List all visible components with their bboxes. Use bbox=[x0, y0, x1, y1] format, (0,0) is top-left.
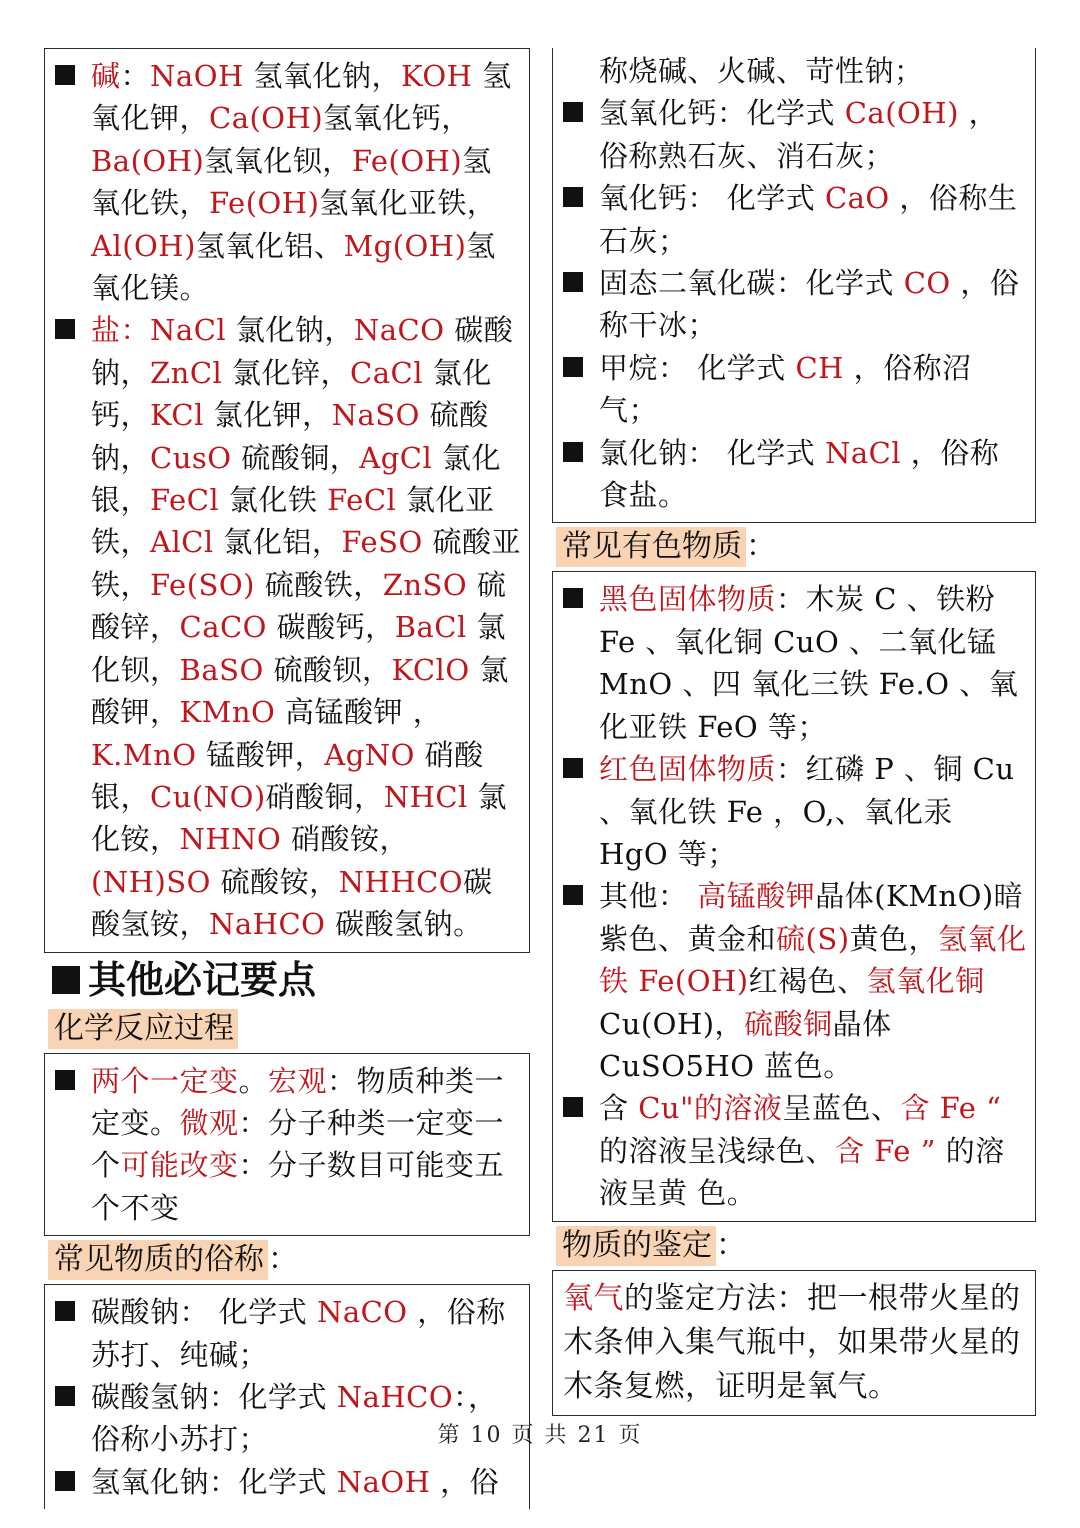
common-names-heading-row bbox=[44, 1236, 530, 1284]
text-segment: ： bbox=[120, 59, 151, 93]
text-segment: ：分子种类一定变一个 bbox=[91, 1105, 505, 1183]
highlighted-term: CusO bbox=[150, 440, 232, 475]
text-segment: 晶体(KMnO)暗紫色、黄金和 bbox=[599, 879, 1024, 956]
text-segment: 高锰酸钾 ， bbox=[275, 695, 443, 730]
square-bullet-icon bbox=[55, 1301, 75, 1321]
text-segment: 氢氧化钙， bbox=[323, 101, 471, 136]
square-bullet-icon bbox=[563, 357, 583, 377]
text-segment: 的鉴定方法：把一根带火星的木条伸入集气瓶中，如果带火星的木条复燃，证明是氧气。 bbox=[563, 1280, 1021, 1404]
list-item bbox=[563, 262, 1027, 347]
text-segment: 锰酸钾， bbox=[196, 737, 325, 772]
text-segment: 碳酸钙， bbox=[266, 610, 395, 645]
text-segment: 呈蓝色、 bbox=[782, 1091, 901, 1126]
highlighted-term: 红色固体物质 bbox=[599, 752, 777, 787]
highlighted-term: Ca(OH) bbox=[844, 96, 959, 131]
highlighted-term: ZnCl bbox=[150, 355, 223, 390]
highlighted-term: Al(OH) bbox=[91, 228, 196, 263]
reaction-process-box bbox=[44, 1053, 530, 1237]
text-segment: 氯化铵， bbox=[91, 779, 508, 857]
colored-substances-colon: ： bbox=[746, 529, 776, 565]
highlighted-term: 微观 bbox=[179, 1105, 239, 1140]
highlighted-term: 黑色固体物质 bbox=[599, 582, 777, 617]
text-segment: 氯化钾， bbox=[203, 398, 332, 433]
highlighted-term: K.MnO bbox=[91, 737, 197, 772]
text-segment: 称烧碱、火碱、苛性钠； bbox=[599, 54, 924, 88]
highlighted-term: NaCO bbox=[316, 1295, 408, 1330]
text-segment: 的溶液呈黄 色。 bbox=[599, 1133, 1005, 1211]
page-footer: 第 10 页 共 21 页 bbox=[437, 1423, 643, 1448]
text-segment: 氢氧化铁， bbox=[91, 143, 492, 221]
highlighted-term: NaOH bbox=[150, 59, 244, 93]
square-bullet-icon bbox=[563, 758, 583, 778]
square-bullet-icon bbox=[563, 272, 583, 292]
list-item bbox=[55, 1291, 521, 1376]
text-segment: 氯化钠， bbox=[226, 313, 354, 348]
text-segment: 硫酸铜， bbox=[231, 440, 360, 475]
list-item bbox=[563, 875, 1027, 1087]
square-bullet-icon bbox=[563, 187, 583, 207]
highlighted-term: KOH bbox=[400, 59, 473, 93]
text-segment: 。 bbox=[238, 1063, 269, 1098]
colored-substances-box bbox=[552, 571, 1036, 1221]
text-segment: 固态二氧化碳：化学式 bbox=[599, 266, 904, 301]
text-segment: ，俗称食盐。 bbox=[599, 435, 1000, 513]
reaction-process-title: 化学反应过程 bbox=[48, 1009, 238, 1049]
square-bullet-icon bbox=[55, 1471, 75, 1491]
highlighted-term: ： bbox=[120, 313, 151, 348]
text-segment: 氯化钙， bbox=[91, 355, 492, 433]
highlighted-term: AgCl bbox=[359, 440, 433, 475]
text-segment: 氢氧化亚铁， bbox=[319, 186, 497, 221]
highlighted-term: Ba(OH) bbox=[91, 143, 205, 178]
text-segment: 硫酸锌， bbox=[91, 567, 507, 645]
text-segment: ：木炭 C 、铁粉 Fe 、氧化铜 CuO 、二氧化锰 MnO 、四 氧化三铁 Fe.O 、氧化亚铁 FeO 等； bbox=[599, 582, 1019, 744]
highlighted-term: NaOH bbox=[336, 1464, 431, 1499]
highlighted-term: 宏观 bbox=[268, 1063, 328, 1098]
list-item bbox=[563, 50, 1027, 92]
common-names-colon: ： bbox=[268, 1242, 298, 1278]
highlighted-term: CaCO bbox=[179, 610, 267, 645]
text-segment: 硝酸铵， bbox=[281, 822, 410, 857]
highlighted-term: Cu"的溶液 bbox=[638, 1091, 783, 1126]
text-segment: 氯化亚铁， bbox=[91, 483, 495, 560]
alkali-salt-list bbox=[55, 55, 521, 946]
highlighted-term: NaCO bbox=[353, 313, 445, 348]
text-segment: ：物质种类一定变。 bbox=[91, 1063, 505, 1140]
highlighted-term: Fe(OH) bbox=[209, 186, 320, 221]
highlighted-term: Mg(OH) bbox=[343, 228, 467, 263]
text-segment: 含 bbox=[599, 1091, 639, 1126]
list-item bbox=[563, 1087, 1027, 1214]
highlighted-term: BaSO bbox=[179, 652, 264, 687]
left-column bbox=[44, 48, 530, 1509]
highlighted-term: 硫(S) bbox=[776, 921, 850, 956]
text-segment: 其他： bbox=[599, 879, 698, 914]
text-segment: 碳酸氢钠。 bbox=[325, 907, 483, 942]
identification-heading-row bbox=[552, 1222, 1036, 1270]
highlighted-term: CO bbox=[903, 266, 951, 301]
highlighted-term: 氢氧化铁 Fe(OH) bbox=[599, 921, 1027, 999]
common-names-box-right bbox=[552, 48, 1036, 523]
highlighted-term: NHCl bbox=[383, 779, 468, 814]
square-bullet-icon bbox=[563, 102, 583, 122]
highlighted-term: NaHCO bbox=[209, 907, 326, 942]
highlighted-term: NaHCO bbox=[336, 1379, 454, 1414]
highlighted-term: BaCl bbox=[394, 610, 467, 645]
text-segment: 氢氧化钠：化学式 bbox=[91, 1464, 337, 1499]
highlighted-term: CH bbox=[795, 350, 844, 385]
text-segment: 红褐色、 bbox=[748, 964, 867, 999]
highlighted-term: NHNO bbox=[179, 822, 282, 857]
highlighted-term: 碱 bbox=[91, 59, 121, 93]
text-segment: 硫酸铁， bbox=[254, 567, 383, 602]
text-segment: ：红磷 P 、铜 Cu 、氧化铁 Fe ，O,、氧化汞 HgO 等； bbox=[599, 752, 1015, 871]
text-segment: 硫酸亚铁， bbox=[91, 525, 521, 602]
list-item bbox=[55, 55, 521, 309]
identification-box bbox=[552, 1270, 1036, 1416]
identification-title: 物质的鉴定 bbox=[556, 1226, 716, 1266]
list-item bbox=[55, 309, 521, 945]
text-segment: 氯化银， bbox=[91, 440, 501, 518]
text-segment: ，俗称苏打、纯碱； bbox=[91, 1295, 506, 1372]
highlighted-term: Fe(OH) bbox=[351, 143, 463, 178]
square-bullet-icon bbox=[55, 65, 75, 85]
highlighted-term: AgNO bbox=[324, 737, 415, 772]
square-bullet-icon bbox=[563, 1097, 583, 1117]
highlighted-term: FeCl bbox=[327, 483, 397, 518]
highlighted-term: 含 Fe “ bbox=[900, 1091, 1002, 1126]
right-column bbox=[552, 48, 1036, 1416]
text-segment: 氢氧化钙：化学式 bbox=[599, 96, 845, 131]
highlighted-term: 盐 bbox=[91, 313, 121, 348]
text-segment: 碳酸钠， bbox=[91, 313, 514, 390]
highlighted-term: ZnSO bbox=[382, 567, 468, 602]
text-segment: 碳酸氢铵， bbox=[91, 864, 493, 942]
text-segment: 氯化钠： 化学式 bbox=[599, 435, 825, 470]
text-segment: 硫酸钠， bbox=[91, 398, 489, 475]
reaction-process-list bbox=[55, 1060, 521, 1230]
text-segment: 硫酸铵， bbox=[210, 864, 339, 899]
list-item bbox=[55, 1060, 521, 1230]
highlighted-term: 氢氧化铜 bbox=[866, 964, 985, 999]
highlighted-term: (NH)SO bbox=[91, 864, 211, 899]
text-segment: ，俗 bbox=[430, 1464, 500, 1499]
list-item bbox=[563, 177, 1027, 262]
text-segment: 氢氧化铝、 bbox=[195, 228, 344, 263]
identification-colon: ： bbox=[716, 1227, 746, 1263]
highlighted-term: 氧气 bbox=[563, 1280, 624, 1316]
highlighted-term: Fe(SO) bbox=[150, 567, 255, 602]
text-segment: ，俗称干冰； bbox=[599, 266, 1020, 343]
square-bullet-icon bbox=[55, 319, 75, 339]
colored-substances-title: 常见有色物质 bbox=[556, 527, 746, 567]
common-names-box-left bbox=[44, 1284, 530, 1509]
highlighted-term: 含 Fe ” bbox=[835, 1133, 936, 1168]
text-segment: 氯化锌， bbox=[222, 355, 351, 390]
text-segment: 硫酸钡， bbox=[263, 652, 392, 687]
oxygen-identification-text bbox=[563, 1277, 1027, 1409]
highlighted-term: 硫酸铜 bbox=[744, 1006, 833, 1041]
text-segment: 甲烷： 化学式 bbox=[599, 350, 796, 385]
highlighted-term: KClO bbox=[391, 652, 470, 687]
text-segment: 的溶液呈浅绿色、 bbox=[599, 1133, 836, 1168]
highlighted-term: NaSO bbox=[331, 398, 420, 433]
highlighted-term: KMnO bbox=[179, 695, 276, 730]
text-segment: 氯酸钾， bbox=[91, 652, 509, 730]
square-bullet-icon bbox=[55, 1386, 75, 1406]
highlighted-term: 高锰酸钾 bbox=[697, 879, 816, 914]
highlighted-term: NHHCO bbox=[338, 864, 464, 899]
square-bullet-icon bbox=[563, 588, 583, 608]
list-item bbox=[55, 1461, 521, 1503]
text-segment: 碳酸钠： 化学式 bbox=[91, 1295, 317, 1330]
text-segment: 硝酸银， bbox=[91, 737, 484, 814]
text-segment: ：分子数目可能变五个不变 bbox=[91, 1148, 505, 1225]
list-item bbox=[563, 347, 1027, 432]
list-item bbox=[563, 432, 1027, 517]
highlighted-term: FeCl bbox=[150, 483, 220, 518]
reaction-process-heading-row bbox=[44, 1005, 530, 1053]
text-segment: 氯化铁 bbox=[219, 483, 328, 518]
list-item bbox=[563, 92, 1027, 177]
colored-substances-list bbox=[563, 578, 1027, 1214]
highlighted-term: CaO bbox=[824, 181, 890, 216]
section-heading-other-key-points: 其他必记要点 bbox=[44, 955, 530, 1005]
highlighted-term: Ca(OH) bbox=[209, 101, 324, 136]
square-bullet-icon bbox=[563, 885, 583, 905]
square-bullet-icon bbox=[52, 966, 80, 994]
highlighted-term: AlCl bbox=[150, 525, 214, 560]
text-segment: ：，俗称小苏打； bbox=[91, 1379, 498, 1457]
common-names-list-left bbox=[55, 1291, 521, 1503]
text-segment: 氯化铝， bbox=[213, 525, 342, 560]
highlighted-term: FeSO bbox=[341, 525, 423, 560]
highlighted-term: 可能改变 bbox=[120, 1148, 239, 1183]
text-segment: 氯化钡， bbox=[91, 610, 506, 687]
highlighted-term: CaCl bbox=[350, 355, 423, 390]
text-segment: ，俗称熟石灰、消石灰； bbox=[599, 96, 999, 173]
text-segment: 氧化钙： 化学式 bbox=[599, 181, 825, 216]
text-segment: Cu(OH)， bbox=[599, 1006, 745, 1041]
square-bullet-icon bbox=[563, 442, 583, 462]
highlighted-term: 两个一定变 bbox=[91, 1063, 239, 1098]
highlighted-term: NaCl bbox=[150, 313, 227, 348]
text-segment: 氢氧化钠， bbox=[243, 59, 401, 93]
list-item bbox=[563, 748, 1027, 875]
text-segment: 晶体 CuSO5HO 蓝色。 bbox=[599, 1006, 892, 1083]
text-segment: 氢氧化钡， bbox=[204, 143, 352, 178]
text-segment: 氢氧化镁。 bbox=[91, 228, 496, 306]
list-item bbox=[563, 578, 1027, 748]
highlighted-term: NaCl bbox=[824, 435, 902, 470]
square-bullet-icon bbox=[55, 1070, 75, 1090]
common-names-title: 常见物质的俗称 bbox=[48, 1240, 268, 1280]
text-segment: 碳酸氢钠：化学式 bbox=[91, 1379, 337, 1414]
text-segment: 氢氧化钾， bbox=[91, 59, 512, 136]
text-segment: 黄色， bbox=[849, 921, 939, 956]
text-segment: 硝酸铜， bbox=[265, 779, 384, 814]
alkali-salt-box bbox=[44, 48, 530, 953]
colored-substances-heading-row bbox=[552, 523, 1036, 571]
highlighted-term: KCl bbox=[150, 398, 204, 433]
text-segment: ，俗称沼气； bbox=[599, 350, 972, 428]
common-names-list-right bbox=[563, 50, 1027, 516]
highlighted-term: Cu(NO) bbox=[150, 779, 266, 814]
text-segment: ，俗称生石灰； bbox=[599, 181, 1018, 258]
